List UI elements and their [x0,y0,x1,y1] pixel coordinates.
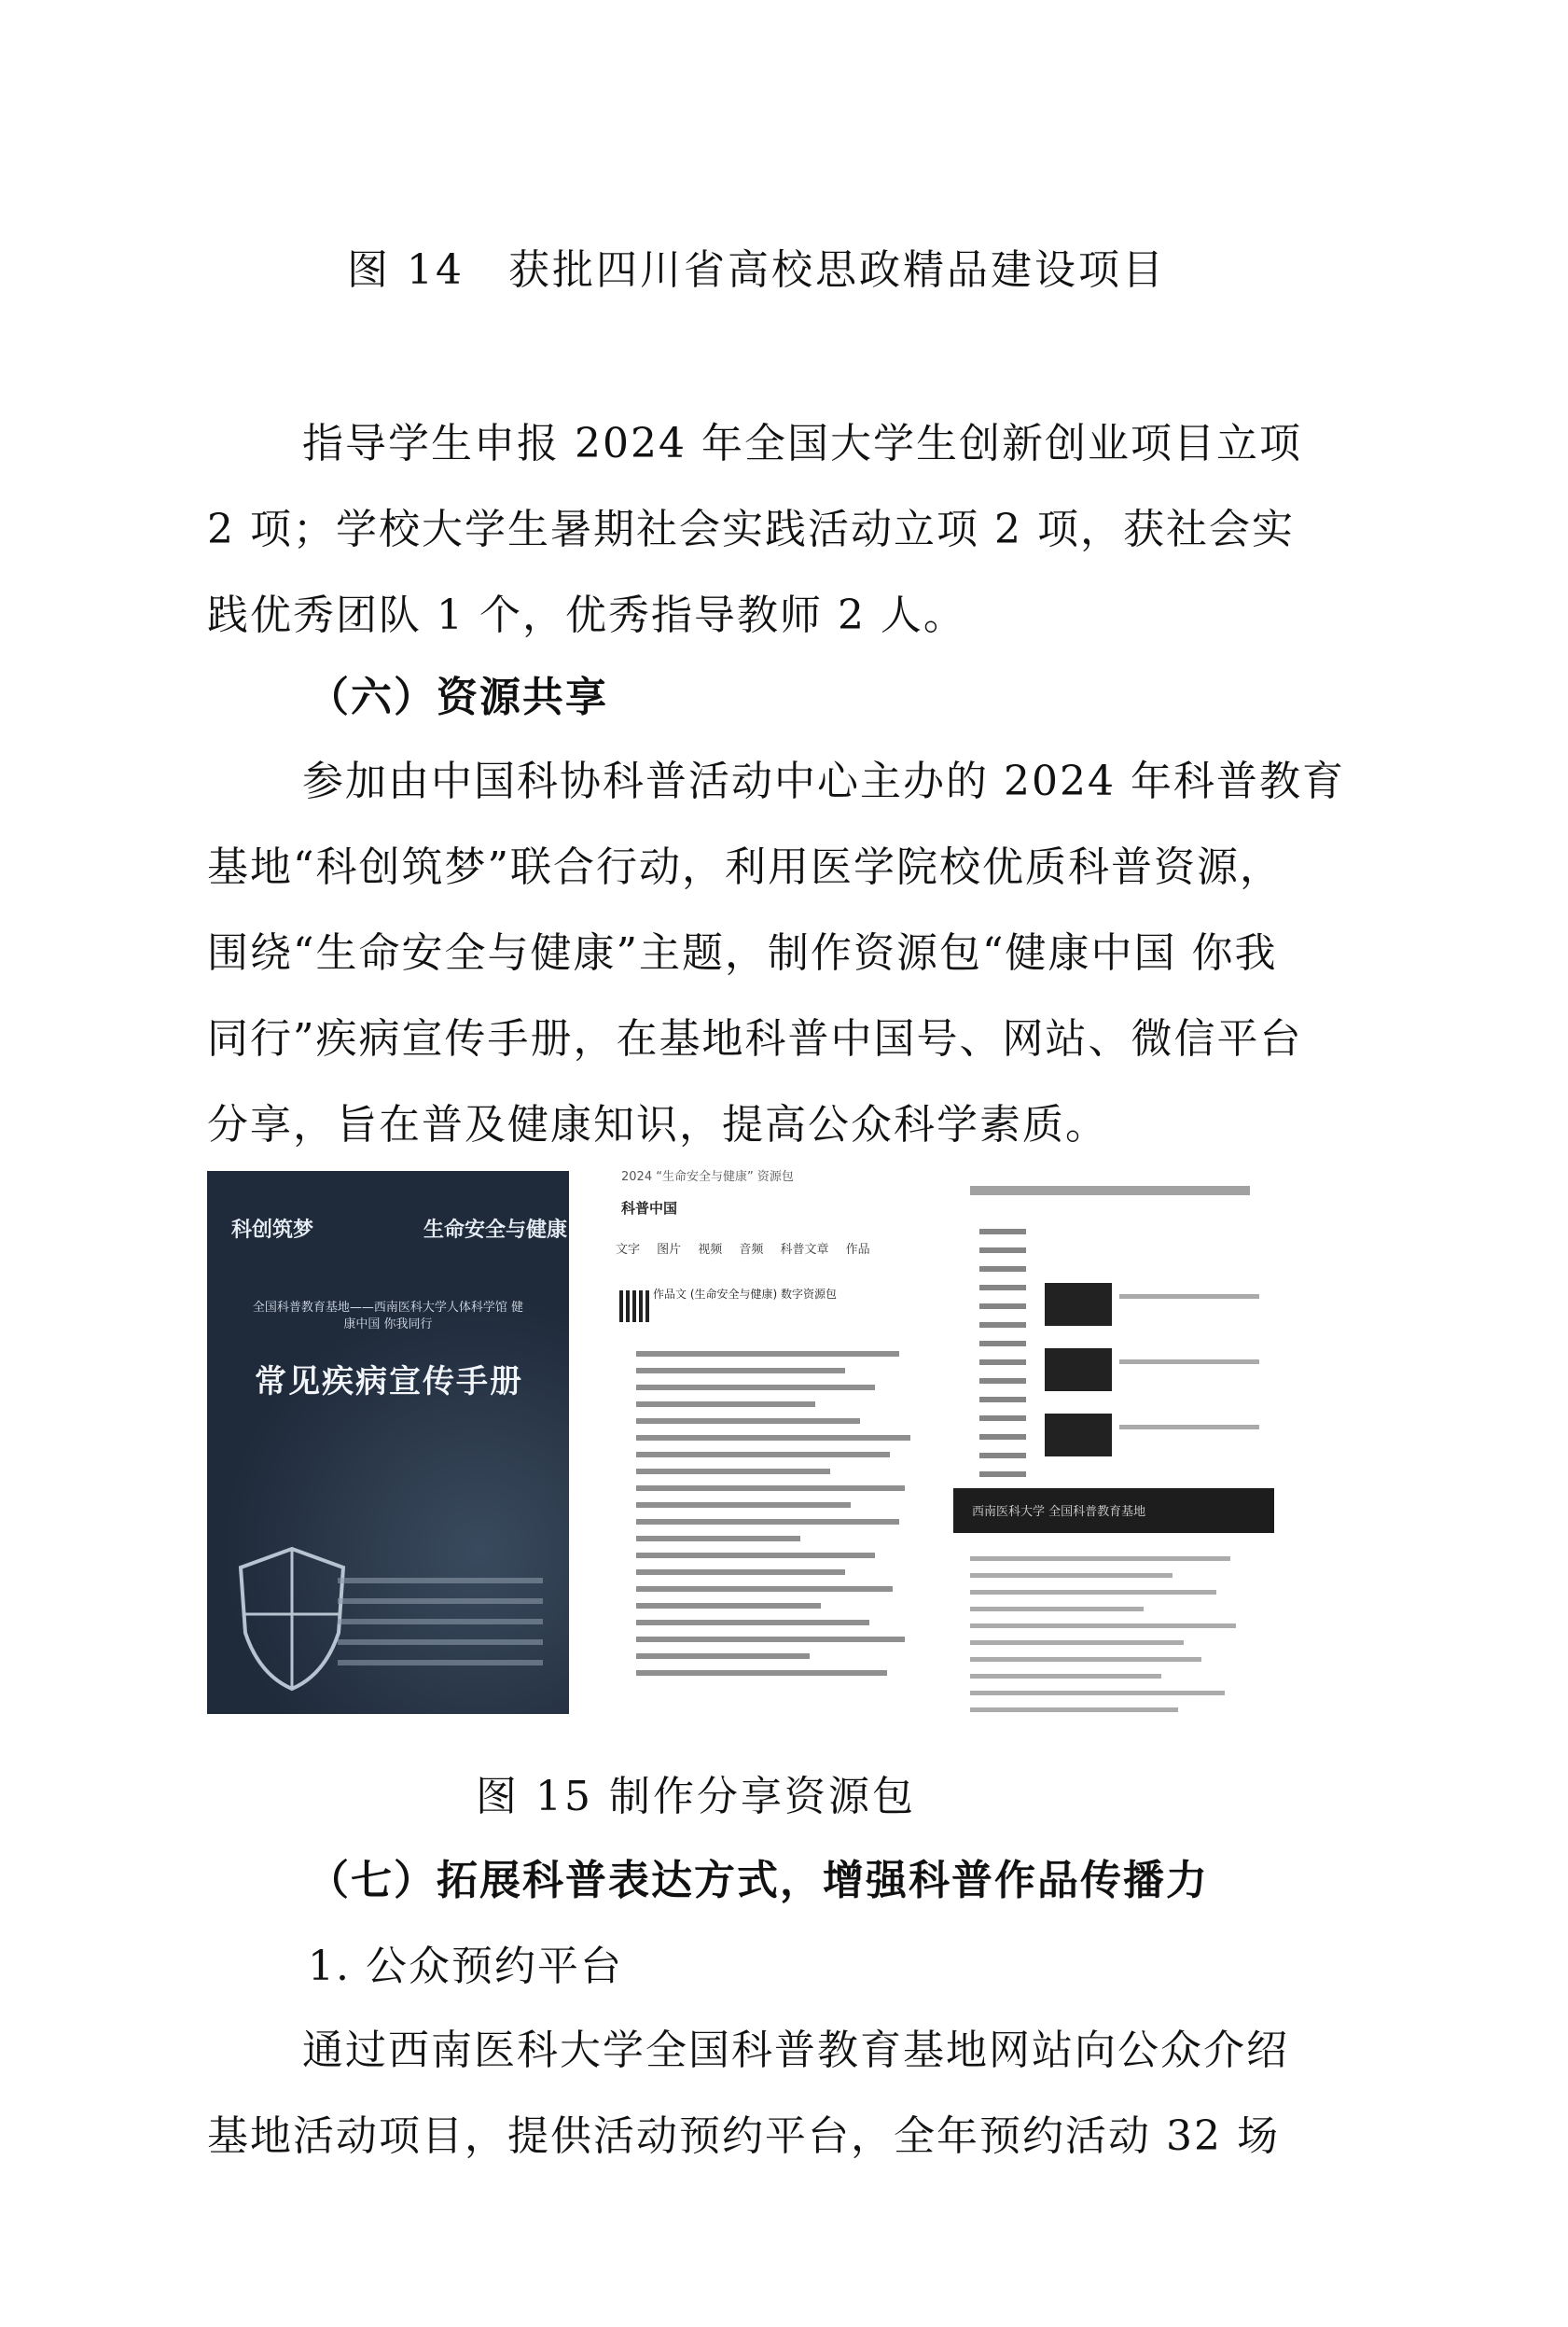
paragraph-line: 同行”疾病宣传手册，在基地科普中国号、网站、微信平台 [207,1015,1303,1063]
shield-icon [231,1544,353,1693]
paragraph-line: 围绕“生命安全与健康”主题，制作资源包“健康中国 你我 [207,929,1278,977]
paragraph-line: 践优秀团队 1 个，优秀指导教师 2 人。 [207,592,966,639]
cover-info-lines [338,1563,543,1680]
web-text-line [1119,1294,1259,1299]
handbook-cover-image [207,1171,569,1714]
qr-code-icon [619,1290,651,1322]
doc-header: 2024 “生命安全与健康” 资源包 [621,1170,794,1184]
paragraph-line: 指导学生申报 2024 年全国大学生创新创业项目立项 [302,420,1302,467]
section-heading: （七）拓展科普表达方式，增强科普作品传播力 [308,1857,1209,1904]
resource-list-document [616,1164,947,1715]
doc-block-title: 作品文 (生命安全与健康) 数字资源包 [653,1288,837,1301]
doc-text-rows [636,1340,935,1687]
web-thumbnail [1045,1283,1112,1326]
web-text-line [1119,1359,1259,1364]
web-text-line [1119,1425,1259,1429]
web-topbar [970,1186,1250,1195]
web-banner-title: 西南医科大学 全国科普教育基地 [972,1505,1146,1519]
cover-logo-left: 科创筑梦 [231,1219,314,1242]
cover-title: 常见疾病宣传手册 [255,1363,523,1400]
section-heading: （六）资源共享 [308,674,608,721]
paragraph-line: 参加由中国科协科普活动中心主办的 2024 年科普教育 [302,758,1345,805]
subsection-heading: 1. 公众预约平台 [308,1943,623,1990]
web-sidebar [979,1216,1026,1490]
web-thumbnail [1045,1348,1112,1391]
paragraph-line: 分享，旨在普及健康知识，提高公众科学素质。 [207,1101,1108,1149]
paragraph-line: 基地“科创筑梦”联合行动，利用医学院校优质科普资源， [207,843,1283,891]
web-banner [953,1488,1274,1533]
paragraph-line: 2 项；学校大学生暑期社会实践活动立项 2 项，获社会实 [207,506,1295,553]
paragraph-line: 通过西南医科大学全国科普教育基地网站向公众介绍 [302,2027,1289,2074]
website-screenshot-image [953,1171,1274,1717]
web-list [970,1544,1259,1717]
doc-brand: 科普中国 [621,1200,678,1217]
paragraph-line: 基地活动项目，提供活动预约平台，全年预约活动 32 场 [207,2112,1280,2160]
figure-15-caption: 图 15 制作分享资源包 [476,1773,916,1820]
figure-14-caption: 图 14 获批四川省高校思政精品建设项目 [347,246,1166,294]
doc-nav: 文字 图片 视频 音频 科普文章 作品 [616,1243,870,1257]
web-thumbnail [1045,1414,1112,1456]
cover-logo-right: 生命安全与健康 [423,1219,568,1242]
cover-subtitle: 全国科普教育基地——西南医科大学人体科学馆 健康中国 你我同行 [252,1301,524,1331]
